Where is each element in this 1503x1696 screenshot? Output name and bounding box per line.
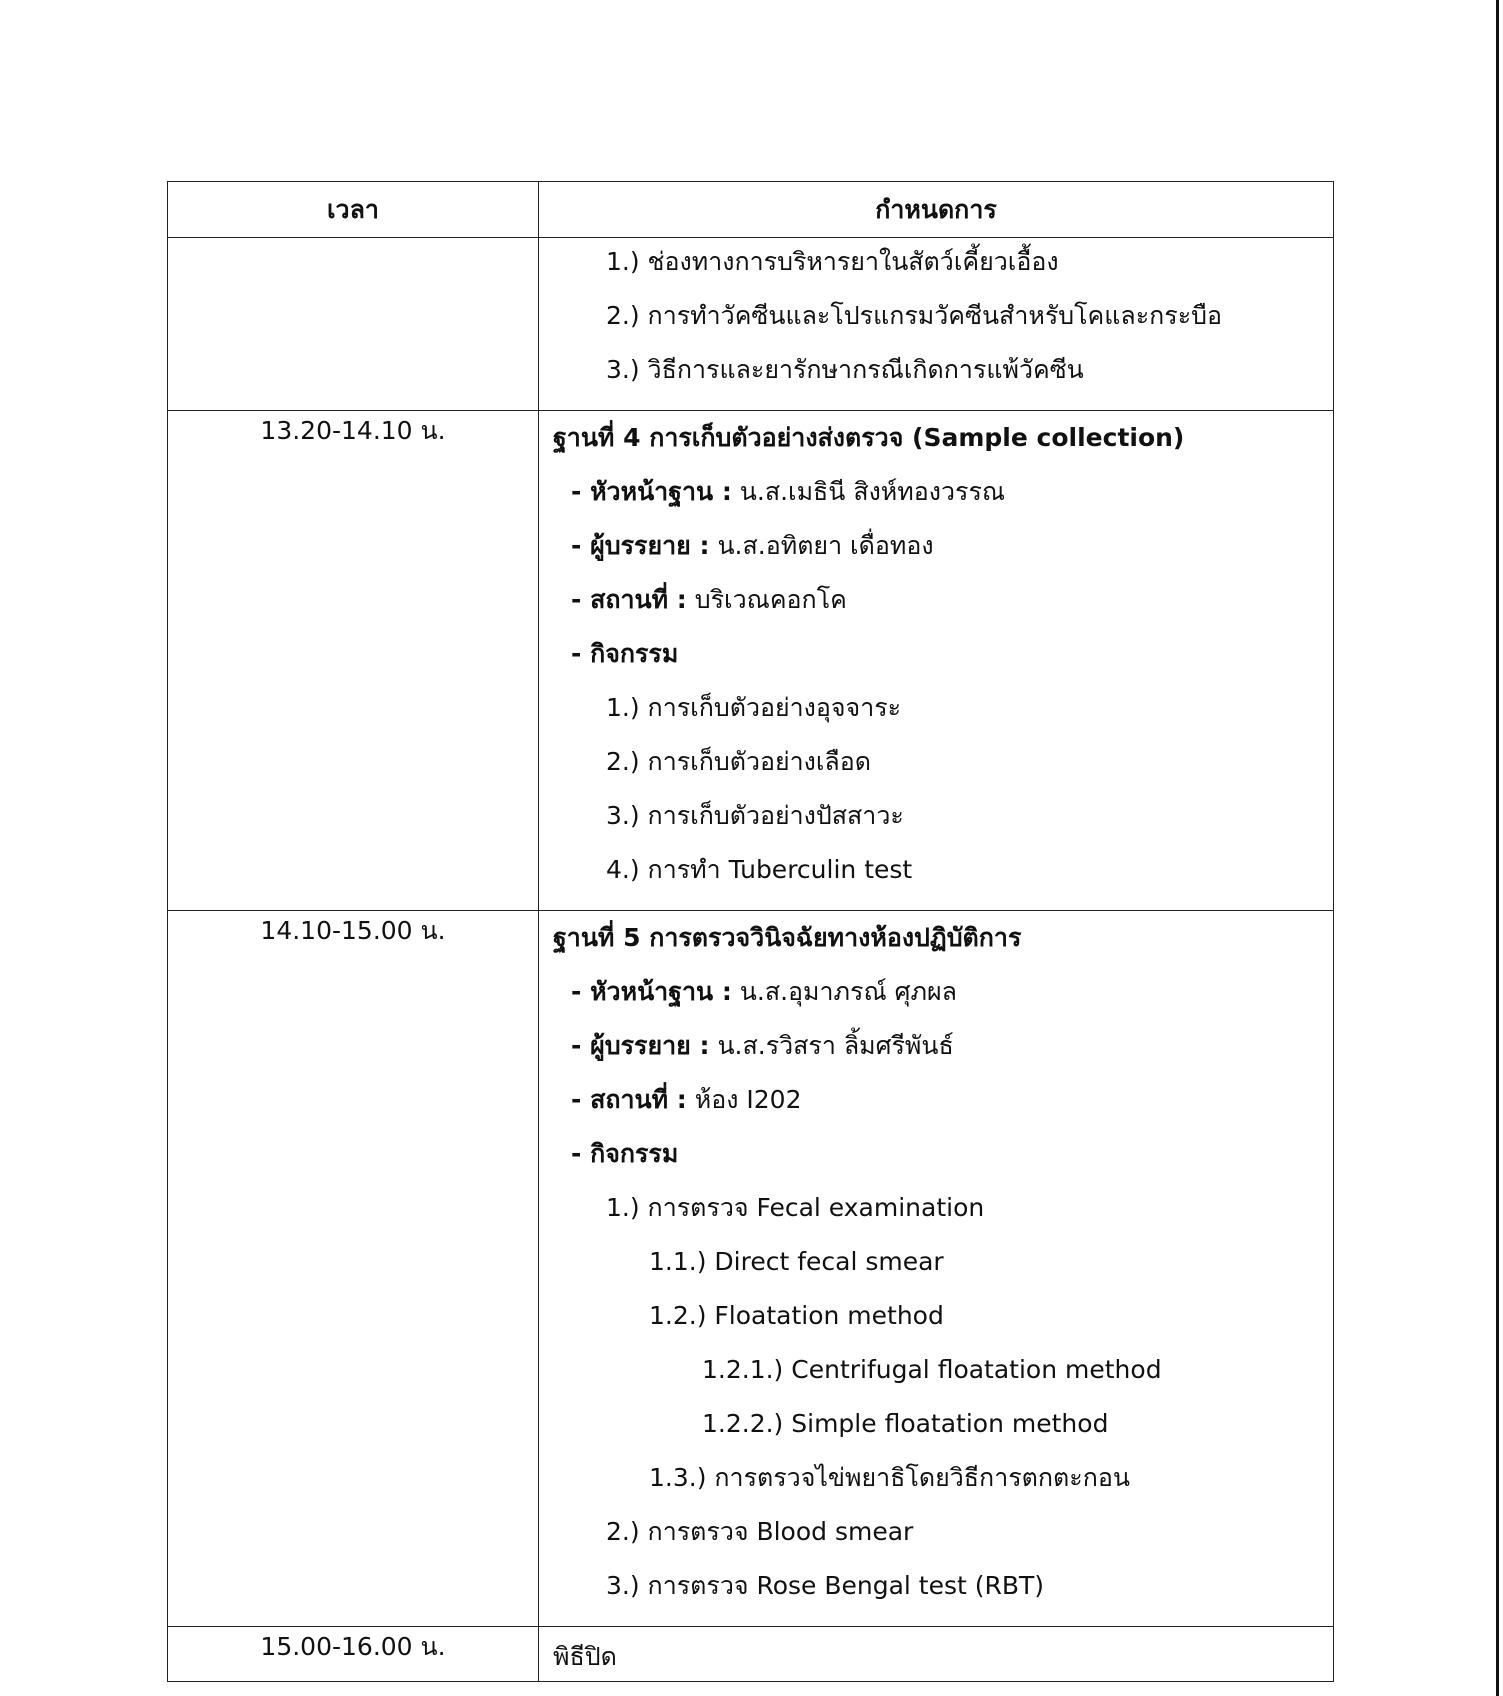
list-subsubitem: 1.2.1.) Centrifugal floatation method	[702, 1355, 1162, 1384]
station-place-value: ห้อง I202	[694, 1085, 802, 1114]
header-row	[168, 182, 1334, 238]
closing-ceremony: พิธีปิด	[553, 1642, 617, 1671]
agenda-cell	[539, 411, 1334, 911]
station-lecturer-value: น.ส.อทิตยา เดื่อทอง	[717, 531, 934, 560]
list-subsubitem: 1.2.2.) Simple floatation method	[702, 1409, 1109, 1438]
station-activity	[539, 1135, 1333, 1189]
station-title: ฐานที่ 5 การตรวจวินิจฉัยทางห้องปฏิบัติการ	[553, 923, 1022, 952]
station-head-value: น.ส.เมธินี สิงห์ทองวรรณ	[739, 477, 1006, 506]
schedule-table	[167, 181, 1334, 1682]
station-lecturer	[539, 527, 1333, 581]
list-subitem: 1.3.) การตรวจไข่พยาธิโดยวิธีการตกตะกอน	[649, 1463, 1130, 1492]
station-place	[539, 1081, 1333, 1135]
list-subitem: 1.1.) Direct fecal smear	[649, 1247, 944, 1276]
list-item: 3.) วิธีการและยารักษากรณีเกิดการแพ้วัคซีน	[606, 355, 1084, 384]
list-item: 2.) การตรวจ Blood smear	[606, 1517, 914, 1546]
list-subitem: 1.2.) Floatation method	[649, 1301, 944, 1330]
station-place-label: - สถานที่ :	[571, 585, 687, 614]
station-head-label: - หัวหน้าฐาน :	[571, 477, 732, 506]
station-lecturer-label: - ผู้บรรยาย :	[571, 531, 710, 560]
time-cell: 15.00-16.00 น.	[168, 1627, 539, 1682]
station-head	[539, 973, 1333, 1027]
station-place	[539, 581, 1333, 635]
header-time: เวลา	[168, 182, 539, 238]
table-row	[168, 238, 1334, 411]
agenda-cell	[539, 1627, 1334, 1682]
list-item: 3.) การตรวจ Rose Bengal test (RBT)	[606, 1571, 1045, 1600]
list-item: 1.) การตรวจ Fecal examination	[606, 1193, 985, 1222]
list-item: 2.) การทำวัคซีนและโปรแกรมวัคซีนสำหรับโคและกระบือ	[606, 301, 1223, 330]
station-activity	[539, 635, 1333, 689]
station-activity-label: - กิจกรรม	[571, 1139, 679, 1168]
header-agenda: กำหนดการ	[539, 182, 1334, 238]
station-title: ฐานที่ 4 การเก็บตัวอย่างส่งตรวจ (Sample collection)	[553, 423, 1185, 452]
list-item: 3.) การเก็บตัวอย่างปัสสาวะ	[606, 801, 904, 830]
table-row	[168, 911, 1334, 1627]
station-head	[539, 473, 1333, 527]
station-activity-label: - กิจกรรม	[571, 639, 679, 668]
station-lecturer-label: - ผู้บรรยาย :	[571, 1031, 710, 1060]
list-item: 4.) การทำ Tuberculin test	[606, 855, 913, 884]
list-item: 1.) ช่องทางการบริหารยาในสัตว์เคี้ยวเอื้อง	[606, 247, 1059, 276]
agenda-cell	[539, 238, 1334, 411]
station-head-value: น.ส.อุมาภรณ์ ศุภผล	[739, 977, 957, 1006]
table-row	[168, 411, 1334, 911]
table-row	[168, 1627, 1334, 1682]
page-edge-line	[1496, 0, 1499, 1696]
list-item: 2.) การเก็บตัวอย่างเลือด	[606, 747, 872, 776]
time-cell: 13.20-14.10 น.	[168, 411, 539, 911]
agenda-cell	[539, 911, 1334, 1627]
list-item: 1.) การเก็บตัวอย่างอุจจาระ	[606, 693, 902, 722]
station-lecturer-value: น.ส.รวิสรา ลิ้มศรีพันธ์	[717, 1031, 954, 1060]
station-place-label: - สถานที่ :	[571, 1085, 687, 1114]
station-place-value: บริเวณคอกโค	[694, 585, 847, 614]
time-cell: 14.10-15.00 น.	[168, 911, 539, 1627]
station-head-label: - หัวหน้าฐาน :	[571, 977, 732, 1006]
station-lecturer	[539, 1027, 1333, 1081]
time-cell	[168, 238, 539, 411]
